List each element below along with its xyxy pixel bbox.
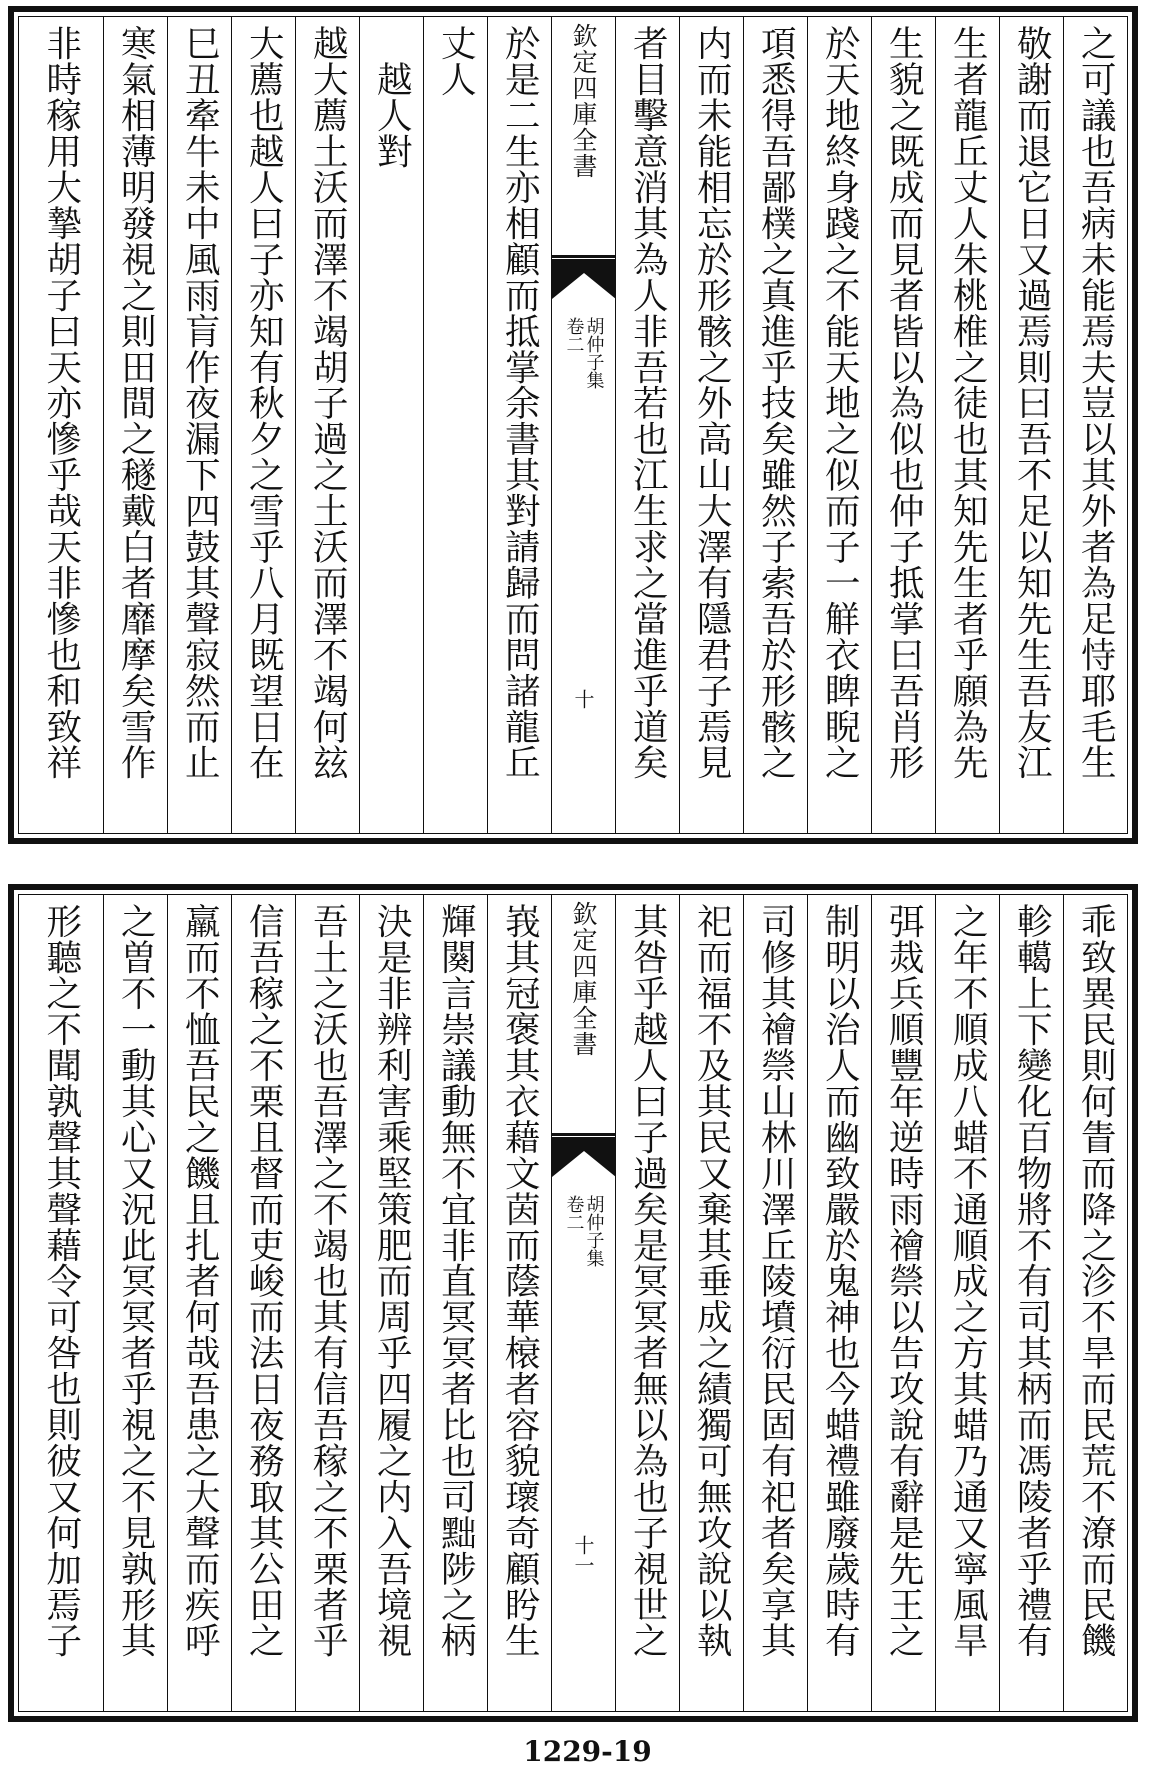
text-column: 輝闋言崇議動無不宜非直冥冥者比也司黜陟之柄 [423, 895, 487, 1711]
text-column: 生者龍丘丈人朱桃椎之徒也其知先生者乎願為先 [935, 17, 999, 833]
book-title: 欽定四庫全書 [569, 901, 598, 1057]
collection-subtitle [565, 1195, 603, 1267]
top-page [8, 6, 1138, 844]
text-column: 制明以治人而幽致嚴於鬼神也今蜡禮雖廢歲時有 [807, 895, 871, 1711]
volume-label: 卷二 [563, 1195, 585, 1231]
top-page-grid [18, 16, 1128, 834]
bottom-page-grid [18, 894, 1128, 1712]
text-column: 軫轕上下變化百物將不有司其柄而馮陵者乎禮有 [999, 895, 1063, 1711]
text-column: 寒氣相薄明發視之則田間之穟戴白者靡摩矣雪作 [103, 17, 167, 833]
text-column: 之年不順成八蜡不通順成之方其蜡乃通又寧風旱 [935, 895, 999, 1711]
text-column: 信吾稼之不栗且督而吏峻而法日夜務取其公田之 [231, 895, 295, 1711]
text-column: 之曽不一動其心又況此冥冥者乎視之不見孰形其 [103, 895, 167, 1711]
text-column: 丈人 [423, 17, 487, 833]
collection-title: 胡仲子集 [583, 1195, 605, 1267]
text-column: 於是二生亦相顧而抵掌余書其對請歸而問諸龍丘 [487, 17, 551, 833]
text-column: 越大薦土沃而澤不竭胡子過之土沃而澤不竭何玆 [295, 17, 359, 833]
page-code: 1229-19 [523, 1735, 652, 1768]
text-column: 決是非辨利害乘堅策肥而周乎四履之内入吾境視 [359, 895, 423, 1711]
section-title-column: 越人對 [359, 17, 423, 833]
text-column: 形聽之不聞孰聲其聲藉令可咎也則彼又何加焉子 [40, 903, 82, 1658]
bottom-page [8, 884, 1138, 1722]
collection-subtitle [565, 317, 603, 389]
text-column: 之可議也吾病未能焉夫豈以其外者為足恃耶毛生 [1063, 17, 1127, 833]
text-column: 祀而福不及其民又棄其垂成之績獨可無攻說以執 [679, 895, 743, 1711]
text-column: 内而未能相忘於形骸之外高山大澤有隱君子焉見 [679, 17, 743, 833]
page-number: 十 [571, 689, 595, 709]
text-column: 項悉得吾鄙樸之真進乎技矣雖然子索吾於形骸之 [743, 17, 807, 833]
text-column: 峩其冠褒其衣藉文茵而蔭華榱者容貌瓌奇顧盻生 [487, 895, 551, 1711]
page-number: 十一 [571, 1535, 595, 1575]
text-column: 司修其禬禜山林川澤丘陵墳衍民固有祀者矣享其 [743, 895, 807, 1711]
text-column: 乖致異民則何眚而降之沴不旱而民荒不潦而民饑 [1063, 895, 1127, 1711]
text-column: 吾土之沃也吾澤之不竭也其有信吾稼之不栗者乎 [295, 895, 359, 1711]
fish-tail-mark-icon [552, 1133, 615, 1181]
center-fold-column [551, 17, 615, 833]
text-column: 於天地終身踐之不能天地之似而子一觧衣睥睨之 [807, 17, 871, 833]
text-column: 非時稼用大摯胡子曰天亦慘乎哉天非慘也和致祥 [40, 25, 82, 780]
fish-tail-mark-icon [552, 255, 615, 303]
text-column: 者目擊意消其為人非吾若也江生求之當進乎道矣 [615, 17, 679, 833]
text-column: 敬謝而退它日又過焉則曰吾不足以知先生吾友江 [999, 17, 1063, 833]
text-column: 弭烖兵順豐年逆時雨禬禜以告攻說有辭是先王之 [871, 895, 935, 1711]
center-fold-column [551, 895, 615, 1711]
volume-label: 卷二 [563, 317, 585, 353]
text-column: 羸而不恤吾民之饑且扎者何哉吾患之大聲而疾呼 [167, 895, 231, 1711]
text-column: 其咎乎越人曰子過矣是冥冥者無以為也子視世之 [615, 895, 679, 1711]
book-title: 欽定四庫全書 [569, 23, 598, 179]
text-column: 巳丑牽牛未中風雨肓作夜漏下四鼓其聲寂然而止 [167, 17, 231, 833]
text-column: 大薦也越人曰子亦知有秋夕之雪乎八月既望日在 [231, 17, 295, 833]
collection-title: 胡仲子集 [583, 317, 605, 389]
text-column: 生貌之既成而見者皆以為似也仲子抵掌曰吾肖形 [871, 17, 935, 833]
